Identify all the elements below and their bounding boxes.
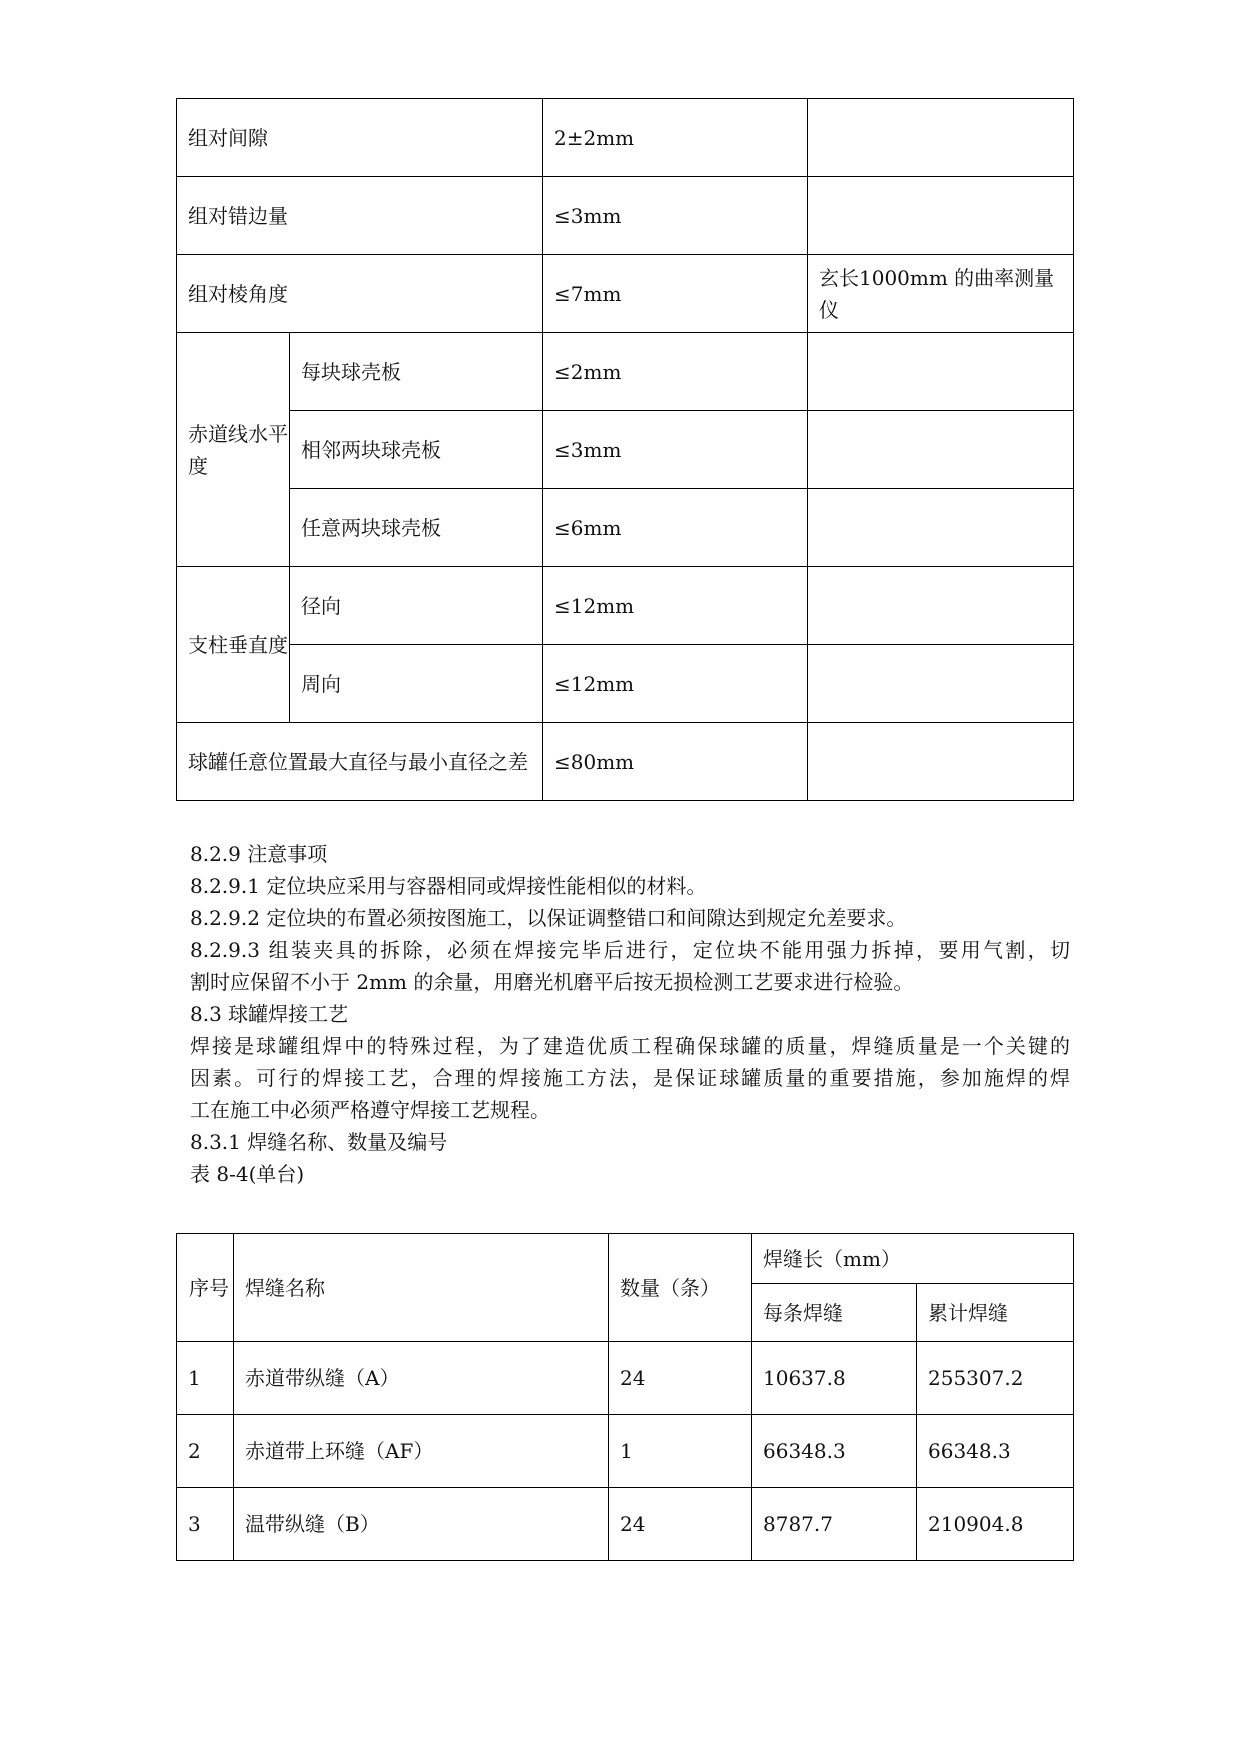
cell-count: 1 bbox=[609, 1415, 752, 1488]
group-label-cell: 支柱垂直度 bbox=[177, 567, 290, 723]
table-row bbox=[177, 411, 1074, 489]
item-cell: 相邻两块球壳板 bbox=[290, 411, 543, 489]
item-cell: 周向 bbox=[290, 645, 543, 723]
item-cell: 每块球壳板 bbox=[290, 333, 543, 411]
cell-count: 24 bbox=[609, 1342, 752, 1415]
table-row bbox=[177, 1415, 1074, 1488]
value-cell: ≤12mm bbox=[543, 567, 808, 645]
group-label-cell: 赤道线水平度 bbox=[177, 333, 290, 567]
item-cell: 任意两块球壳板 bbox=[290, 489, 543, 567]
paragraph: 8.2.9.3 组装夹具的拆除，必须在焊接完毕后进行，定位块不能用强力拆掉，要用气割，切 bbox=[190, 938, 1070, 962]
header-total: 累计焊缝 bbox=[917, 1284, 1074, 1342]
value-cell: ≤7mm bbox=[543, 255, 808, 333]
note-cell bbox=[808, 567, 1074, 645]
item-cell: 组对间隙 bbox=[177, 99, 543, 177]
table-row bbox=[177, 333, 1074, 411]
cell-no: 3 bbox=[177, 1488, 234, 1561]
note-cell bbox=[808, 177, 1074, 255]
paragraph: 割时应保留不小于 2mm 的余量，用磨光机磨平后按无损检测工艺要求进行检验。 bbox=[190, 970, 914, 994]
cell-each: 66348.3 bbox=[752, 1415, 917, 1488]
cell-count: 24 bbox=[609, 1488, 752, 1561]
cell-total: 255307.2 bbox=[917, 1342, 1074, 1415]
cell-no: 1 bbox=[177, 1342, 234, 1415]
table-row bbox=[177, 1342, 1074, 1415]
cell-no: 2 bbox=[177, 1415, 234, 1488]
table-caption: 表 8-4(单台) bbox=[190, 1162, 305, 1186]
item-cell: 组对棱角度 bbox=[177, 255, 543, 333]
header-count: 数量（条） bbox=[609, 1234, 752, 1342]
note-cell bbox=[808, 333, 1074, 411]
cell-total: 66348.3 bbox=[917, 1415, 1074, 1488]
value-cell: 2±2mm bbox=[543, 99, 808, 177]
value-cell: ≤80mm bbox=[543, 723, 808, 801]
note-cell bbox=[808, 489, 1074, 567]
note-cell bbox=[808, 723, 1074, 801]
table-row bbox=[177, 723, 1074, 801]
value-cell: ≤2mm bbox=[543, 333, 808, 411]
tolerance-table bbox=[176, 98, 1074, 801]
note-cell bbox=[808, 645, 1074, 723]
note-cell: 玄长1000mm 的曲率测量仪 bbox=[808, 255, 1074, 333]
value-cell: ≤6mm bbox=[543, 489, 808, 567]
header-length: 焊缝长（mm） bbox=[752, 1234, 1074, 1284]
value-cell: ≤3mm bbox=[543, 411, 808, 489]
weld-table bbox=[176, 1233, 1074, 1561]
paragraph: 焊接是球罐组焊中的特殊过程，为了建造优质工程确保球罐的质量，焊缝质量是一个关键的 bbox=[190, 1034, 1070, 1058]
section-notes bbox=[190, 838, 1070, 1190]
cell-name: 赤道带纵缝（A） bbox=[234, 1342, 609, 1415]
paragraph: 8.2.9.1 定位块应采用与容器相同或焊接性能相似的材料。 bbox=[190, 874, 707, 898]
note-cell bbox=[808, 99, 1074, 177]
table-row bbox=[177, 567, 1074, 645]
value-cell: ≤3mm bbox=[543, 177, 808, 255]
heading-notes: 8.2.9 注意事项 bbox=[190, 842, 328, 866]
header-no: 序号 bbox=[177, 1234, 234, 1342]
table-row bbox=[177, 99, 1074, 177]
heading-weld-names: 8.3.1 焊缝名称、数量及编号 bbox=[190, 1130, 448, 1154]
header-row bbox=[177, 1234, 1074, 1284]
item-cell: 球罐任意位置最大直径与最小直径之差 bbox=[177, 723, 543, 801]
note-cell bbox=[808, 411, 1074, 489]
cell-name: 温带纵缝（B） bbox=[234, 1488, 609, 1561]
paragraph: 因素。可行的焊接工艺，合理的焊接施工方法，是保证球罐质量的重要措施，参加施焊的焊 bbox=[190, 1066, 1070, 1090]
paragraph: 工在施工中必须严格遵守焊接工艺规程。 bbox=[190, 1098, 550, 1122]
cell-name: 赤道带上环缝（AF） bbox=[234, 1415, 609, 1488]
paragraph: 8.2.9.2 定位块的布置必须按图施工，以保证调整错口和间隙达到规定允差要求。 bbox=[190, 906, 907, 930]
cell-each: 10637.8 bbox=[752, 1342, 917, 1415]
cell-each: 8787.7 bbox=[752, 1488, 917, 1561]
table-row bbox=[177, 489, 1074, 567]
value-cell: ≤12mm bbox=[543, 645, 808, 723]
cell-total: 210904.8 bbox=[917, 1488, 1074, 1561]
header-each: 每条焊缝 bbox=[752, 1284, 917, 1342]
item-cell: 径向 bbox=[290, 567, 543, 645]
table-row bbox=[177, 645, 1074, 723]
table-row bbox=[177, 177, 1074, 255]
item-cell: 组对错边量 bbox=[177, 177, 543, 255]
header-name: 焊缝名称 bbox=[234, 1234, 609, 1342]
table-row bbox=[177, 1488, 1074, 1561]
table-row bbox=[177, 255, 1074, 333]
heading-welding: 8.3 球罐焊接工艺 bbox=[190, 1002, 349, 1026]
